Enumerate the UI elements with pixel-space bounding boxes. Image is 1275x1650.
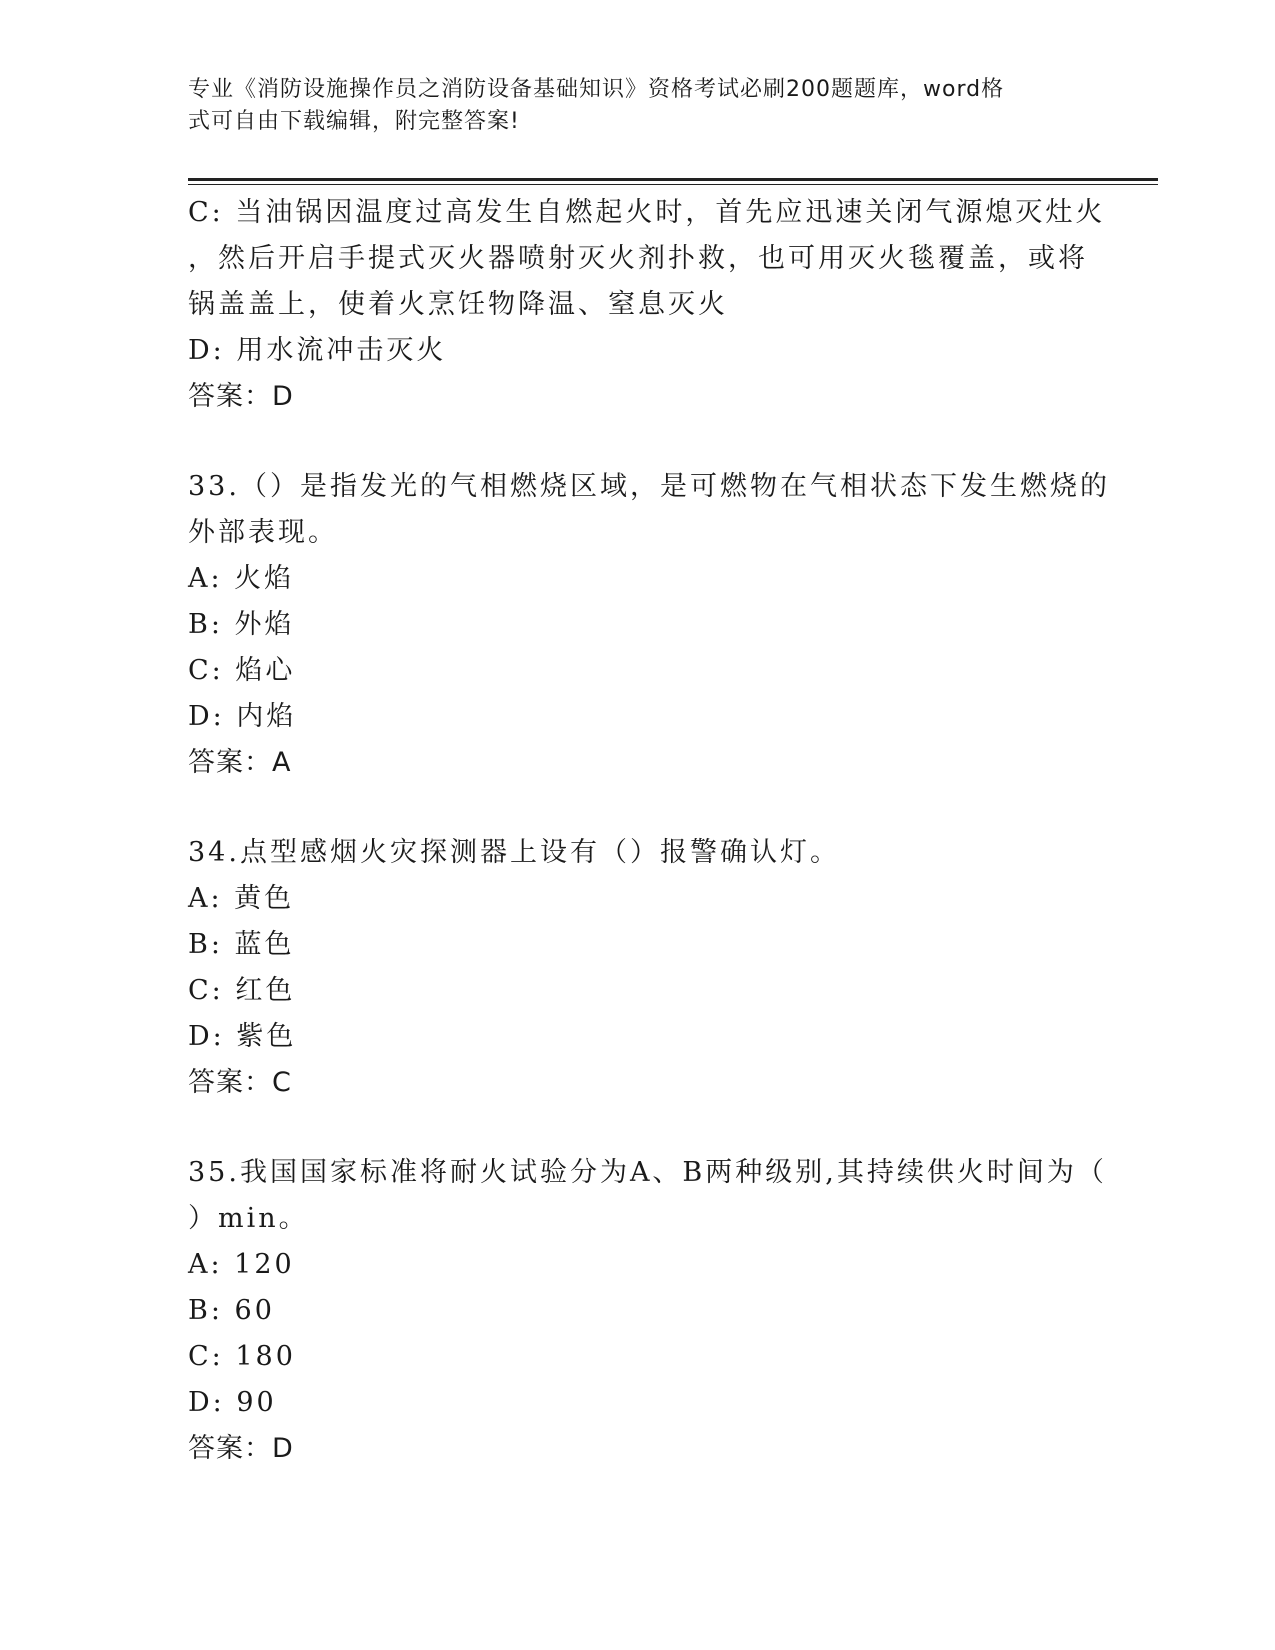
spacer [188, 420, 1088, 464]
question-35 [188, 1150, 1107, 1472]
question-33 [188, 464, 1110, 786]
option-c: C: 焰心 [188, 655, 296, 686]
option-c-line-2: ，然后开启手提式灭火器喷射灭火剂扑救，也可用灭火毯覆盖，或将 [188, 243, 1088, 274]
option-d: D: 紫色 [188, 1021, 297, 1052]
spacer [188, 786, 1088, 830]
document-header [188, 74, 1088, 138]
option-a: A: 黄色 [188, 883, 295, 914]
option-c-line-3: 锅盖盖上，使着火烹饪物降温、窒息灭火 [188, 289, 728, 320]
option-d: D: 90 [188, 1387, 277, 1418]
option-c: C: 180 [188, 1341, 296, 1372]
question-stem-line: 34.点型感烟火灾探测器上设有（）报警确认灯。 [188, 837, 840, 868]
spacer [188, 1106, 1088, 1150]
question-stem-line: 33.（）是指发光的气相燃烧区域，是可燃物在气相状态下发生燃烧的 [188, 471, 1110, 502]
option-a: A: 火焰 [188, 563, 295, 594]
question-32-continuation [188, 190, 1106, 420]
answer-label: 答案：A [188, 747, 292, 778]
header-line-1: 专业《消防设施操作员之消防设备基础知识》资格考试必刷200题题库，word格 [188, 77, 1005, 102]
option-b: B: 蓝色 [188, 929, 295, 960]
option-c: C: 红色 [188, 975, 296, 1006]
header-divider-thin [188, 184, 1158, 185]
option-c-line-1: C: 当油锅因温度过高发生自燃起火时，首先应迅速关闭气源熄灭灶火 [188, 197, 1106, 228]
question-stem-line: 外部表现。 [188, 517, 338, 548]
question-stem-line: ）min。 [188, 1203, 309, 1234]
option-b: B: 外焰 [188, 609, 295, 640]
question-content [188, 190, 1110, 1472]
option-b: B: 60 [188, 1295, 275, 1326]
option-d: D: 用水流冲击灭火 [188, 335, 447, 366]
question-34 [188, 830, 1088, 1106]
option-d: D: 内焰 [188, 701, 297, 732]
answer-label: 答案：C [188, 1067, 292, 1098]
question-stem-line: 35.我国国家标准将耐火试验分为A、B两种级别,其持续供火时间为（ [188, 1157, 1107, 1188]
header-line-2: 式可自由下载编辑，附完整答案! [188, 109, 520, 134]
option-a: A: 120 [188, 1249, 295, 1280]
answer-label: 答案：D [188, 1433, 294, 1464]
answer-label: 答案：D [188, 381, 294, 412]
header-divider-thick [188, 178, 1158, 181]
